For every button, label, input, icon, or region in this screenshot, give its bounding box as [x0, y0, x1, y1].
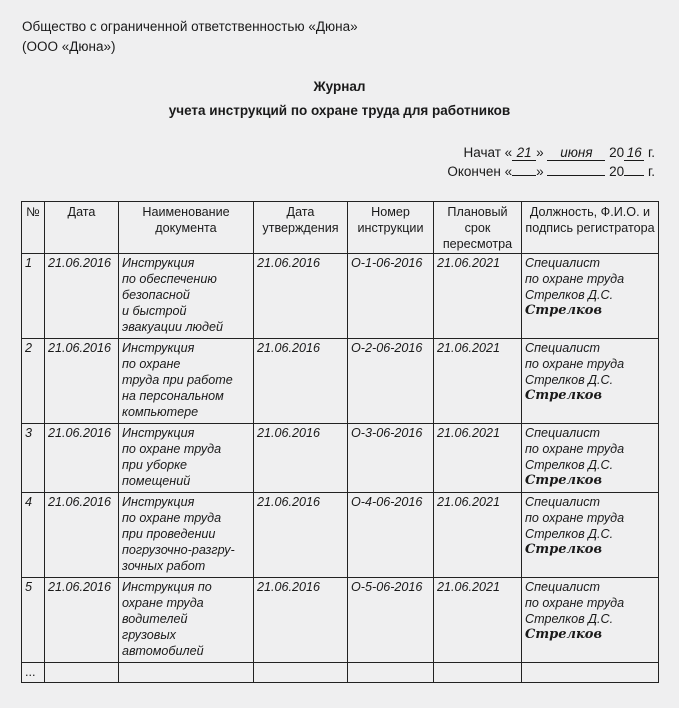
org-header	[22, 17, 358, 57]
col-registrar: Должность, Ф.И.О. и подпись регистратора	[522, 202, 659, 254]
col-instruction-number: Номер инструкции	[348, 202, 434, 254]
col-number: №	[22, 202, 45, 254]
start-day: 21	[512, 145, 536, 161]
table-row: 2 21.06.2016 Инструкция по охране труда при работе на персональном компьютере 21.06.2016 О-2-06-2016 21.06.2021 Специалист по охране труда Стрелков Д.С. Стрелков	[22, 339, 659, 424]
col-doc-name: Наименование документа	[119, 202, 254, 254]
table-row: 1 21.06.2016 Инструкция по обеспечению безопасной и быстрой эвакуации людей 21.06.2016 О-1-06-2016 21.06.2021 Специалист по охране труда Стрелков Д.С. Стрелков	[22, 254, 659, 339]
end-year	[624, 175, 644, 176]
table-header-row	[22, 202, 659, 254]
start-month: июня	[547, 145, 605, 161]
col-approval-date: Дата утверждения	[254, 202, 348, 254]
end-month	[547, 175, 605, 176]
registrar-signature: Стрелков	[525, 303, 602, 318]
doc-subtitle: учета инструкций по охране труда для работников	[168, 103, 511, 118]
end-day	[512, 175, 536, 176]
instructions-table	[21, 201, 659, 683]
col-review-date: Плановый срок пересмотра	[434, 202, 522, 254]
end-date-line: Окончен « » 20 г.	[447, 164, 655, 179]
org-full-name: Общество с ограниченной ответственностью «Дюна»	[22, 19, 358, 34]
table-row: 5 21.06.2016 Инструкция по охране труда водителей грузовых автомобилей 21.06.2016 О-5-06-2016 21.06.2021 Специалист по охране труда Стрелков Д.С. Стрелков	[22, 578, 659, 663]
doc-title: Журнал	[313, 79, 366, 94]
registrar-signature: Стрелков	[525, 627, 602, 642]
start-date-line: Начат « 21 » июня 20 16 г.	[463, 145, 655, 160]
start-year: 16	[624, 145, 644, 161]
period-block	[447, 143, 655, 181]
org-short-name: (ООО «Дюна»)	[22, 39, 116, 54]
table-row: 3 21.06.2016 Инструкция по охране труда при уборке помещений 21.06.2016 О-3-06-2016 21.06.2021 Специалист по охране труда Стрелков Д.С. Стрелков	[22, 424, 659, 493]
registrar-signature: Стрелков	[525, 388, 602, 403]
table-row: 4 21.06.2016 Инструкция по охране труда при проведении погрузочно-разгру- зочных работ 21.06.2016 О-4-06-2016 21.06.2021 Специалист по охране труда Стрелков Д.С. Стрелков	[22, 493, 659, 578]
table-row-ellipsis: ...	[22, 663, 659, 683]
registrar-signature: Стрелков	[525, 473, 602, 488]
registrar-signature: Стрелков	[525, 542, 602, 557]
col-date: Дата	[45, 202, 119, 254]
